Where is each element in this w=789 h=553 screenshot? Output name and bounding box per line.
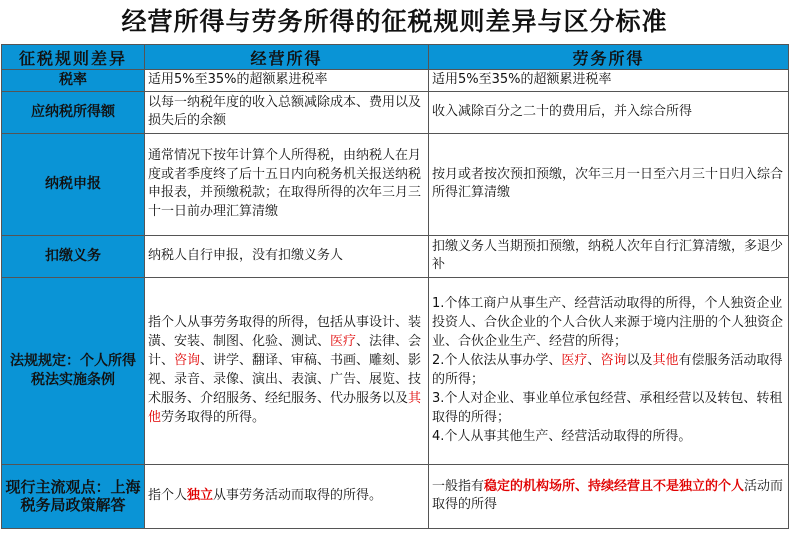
list-item (432, 352, 785, 390)
cell-labor-withholding: 扣缴义务人当期预扣预缴，纳税人次年自行汇算清缴，多退少补 (429, 235, 789, 277)
header-rule: 征税规则差异 (2, 45, 145, 70)
highlight-other: 其他 (652, 353, 679, 368)
highlight-consulting: 咨询 (600, 353, 627, 368)
highlight-other: 其他 (148, 390, 422, 425)
row-label-taxable-income: 应纳税所得额 (2, 91, 145, 133)
text-segment: 、法律、会计、 (148, 334, 422, 368)
cell-business-mainstream (145, 464, 429, 528)
text-segment: 有偿服务活动取得的所得； (432, 353, 783, 387)
list-item: 1.个体工商户从事生产、经营活动取得的所得，个人独资企业投资人、合伙企业的个人合伙人来源于境内注册的个人独资企业、合伙企业生产、经营的所得； (432, 296, 784, 350)
text-segment: 从事劳务活动而取得的所得。 (213, 487, 383, 503)
row-label-regulation: 法规规定：个人所得税法实施条例 (2, 277, 145, 464)
page-title: 经营所得与劳务所得的征税规则差异与区分标准 (121, 7, 668, 36)
cell-business-taxable-income: 以每一纳税年度的收入总额减除成本、费用以及损失后的余额 (145, 91, 429, 133)
table-row (2, 133, 789, 235)
cell-labor-mainstream (429, 464, 789, 528)
list-item: 4.个人从事其他生产、经营活动取得的所得。 (432, 428, 692, 444)
text-segment: 、 (587, 353, 601, 368)
row-label-mainstream: 现行主流观点：上海税务局政策解答 (2, 464, 145, 528)
cell-business-tax-rate: 适用5%至35%的超额累进税率 (145, 70, 429, 92)
table-row (2, 464, 789, 528)
table-row (2, 277, 789, 464)
text-segment: 2.个人依法从事办学、 (432, 353, 562, 368)
cell-business-tax-filing: 通常情况下按年计算个人所得税，由纳税人在月度或者季度终了后十五日内向税务机关报送纳税申报表，并预缴税款；在取得所得的次年三月三十一日前办理汇算清缴 (145, 133, 429, 235)
header-business: 经营所得 (145, 45, 429, 70)
cell-labor-taxable-income: 收入减除百分之二十的费用后，并入综合所得 (429, 91, 789, 133)
text-segment: 、讲学、翻译、审稿、书画、雕刻、影视、录音、录像、演出、表演、广告、展览、技术服务、介绍服务、经纪服务、代办服务以及 (148, 353, 422, 406)
text-segment: 指个人从事劳务取得的所得，包括从事设计、装潢、安装、制图、化验、测试、 (148, 315, 422, 350)
header-labor: 劳务所得 (429, 45, 789, 70)
comparison-table (1, 44, 789, 529)
cell-labor-regulation (429, 277, 789, 464)
highlight-consulting: 咨询 (174, 353, 201, 368)
text-segment: 劳务取得的所得。 (161, 409, 266, 425)
cell-labor-tax-rate: 适用5%至35%的超额累进税率 (429, 70, 789, 92)
highlight-independent: 独立 (187, 487, 214, 503)
table-row (2, 235, 789, 277)
row-label-tax-filing: 纳税申报 (2, 133, 145, 235)
text-segment: 指个人 (148, 487, 188, 503)
highlight-medical: 医疗 (561, 353, 588, 368)
cell-business-regulation (145, 277, 429, 464)
highlight-stable-establishment: 稳定的机构场所、持续经营且不是独立的个人 (484, 478, 745, 494)
text-segment: 以及 (626, 353, 653, 368)
header-row (2, 45, 789, 70)
row-label-tax-rate: 税率 (2, 70, 145, 92)
text-segment: 活动而取得的所得 (432, 478, 784, 513)
cell-labor-tax-filing: 按月或者按次预扣预缴，次年三月一日至六月三十日归入综合所得汇算清缴 (429, 133, 789, 235)
table-row (2, 91, 789, 133)
cell-business-withholding: 纳税人自行申报，没有扣缴义务人 (145, 235, 429, 277)
table-row (2, 70, 789, 92)
list-item: 3.个人对企业、事业单位承包经营、承租经营以及转包、转租取得的所得； (432, 390, 783, 425)
text-segment: 一般指有 (432, 478, 485, 494)
highlight-medical: 医疗 (330, 334, 357, 350)
row-label-withholding: 扣缴义务 (2, 235, 145, 277)
